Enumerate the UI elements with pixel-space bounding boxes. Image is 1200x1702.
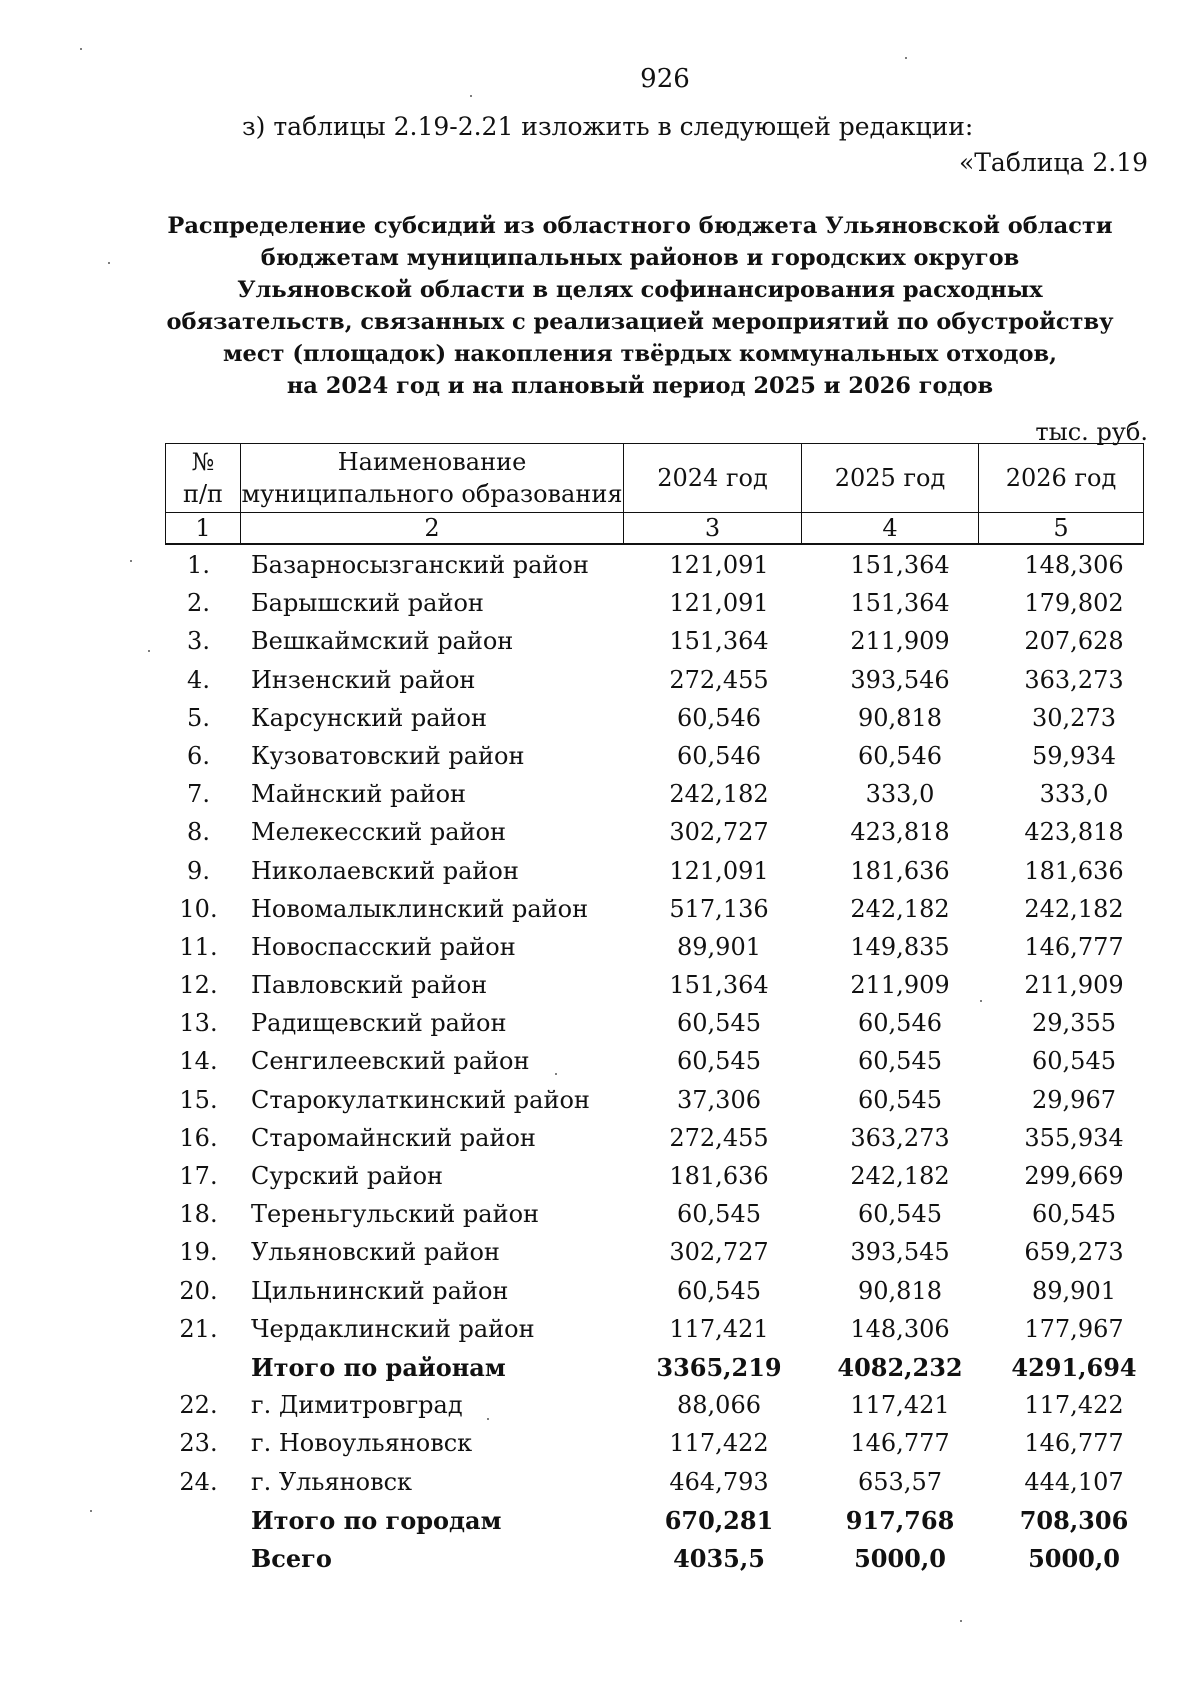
scan-speck [980,1000,982,1002]
value-2024: 60,545 [677,1047,761,1076]
value-2025: 181,636 [850,856,950,885]
value-2024: 181,636 [669,1162,769,1190]
row-number: 6. [187,741,210,770]
row-number: 2. [187,589,210,618]
scan-speck [148,650,150,652]
value-2025: 393,545 [850,1238,950,1267]
row-number: 23. [179,1429,218,1458]
row-name: Старокулаткинский район [251,1085,590,1114]
value-2024: 272,455 [669,665,769,694]
value-2025: 5000,0 [854,1543,946,1573]
value-2024: 272,455 [669,1123,769,1152]
row-number: 11. [179,932,218,961]
value-2024: 60,545 [677,1276,761,1305]
title-line: мест (площадок) накопления твёрдых коммунальных отходов, [222,341,1057,367]
row-number: 19. [179,1238,218,1267]
value-2024: 121,091 [669,589,769,618]
intro-text: з) таблицы 2.19-2.21 изложить в следующей редакции: [242,112,974,141]
value-2025: 4082,232 [837,1352,963,1382]
value-2024: 60,546 [677,703,761,732]
value-2026: 242,182 [1024,894,1124,923]
row-name: Сенгилеевский район [251,1047,530,1076]
scan-speck [905,57,907,59]
value-2025: 90,818 [858,703,942,732]
row-number: 7. [187,780,210,809]
table-row [0,589,1200,627]
row-number: 3. [187,627,210,656]
page-number: 926 [640,64,690,94]
table-row [0,1468,1200,1506]
row-number: 8. [187,818,210,847]
row-number: 13. [179,1009,218,1038]
row-name: Кузоватовский район [251,741,525,770]
row-name: Цильнинский район [251,1276,509,1305]
row-number: 20. [179,1276,218,1305]
table-label: «Таблица 2.19 [958,148,1148,177]
column-number: 3 [624,513,802,545]
column-number-row [166,513,1144,545]
value-2026: 181,636 [1024,856,1124,885]
table-row [0,933,1200,971]
table-row [0,742,1200,780]
value-2025: 151,364 [850,551,950,579]
row-number: 22. [179,1391,218,1420]
units-label: тыс. руб. [1035,418,1148,446]
value-2025: 393,546 [850,665,950,694]
value-2026: 146,777 [1024,932,1124,961]
scan-speck [80,48,82,50]
row-name: Карсунский район [251,703,487,732]
title-line: Распределение субсидий из областного бюджета Ульяновской области [167,213,1113,239]
value-2026: 29,355 [1032,1009,1116,1038]
value-2024: 88,066 [677,1391,761,1420]
table-row [0,1391,1200,1429]
value-2026: 363,273 [1024,665,1124,694]
table-row [0,1429,1200,1467]
table-row [0,1238,1200,1276]
document-title [160,210,1120,402]
column-number: 1 [166,513,241,545]
row-name: Новомалыклинский район [251,894,589,923]
value-2026: 444,107 [1024,1467,1124,1496]
table-total-row [0,1506,1200,1544]
value-2024: 670,281 [664,1505,774,1535]
value-2024: 89,901 [677,932,761,961]
header-2025: 2025 год [802,444,979,513]
value-2024: 151,364 [669,971,769,1000]
table-total-row [0,1544,1200,1582]
row-number: 5. [187,703,210,732]
row-number: 1. [187,551,210,579]
table-row [0,895,1200,933]
value-2026: 708,306 [1019,1505,1129,1535]
value-2026: 179,802 [1024,589,1124,618]
row-name: Чердаклинский район [251,1314,535,1343]
value-2025: 146,777 [850,1429,950,1458]
scan-speck [108,262,110,264]
header-2024: 2024 год [624,444,802,513]
value-2024: 60,545 [677,1200,761,1229]
value-2026: 146,777 [1024,1429,1124,1458]
row-name: Итого по районам [251,1352,506,1382]
table-row [0,666,1200,704]
row-name: Старомайнский район [251,1123,536,1152]
table-row [0,818,1200,856]
value-2026: 4291,694 [1011,1352,1137,1382]
value-2026: 177,967 [1024,1314,1124,1343]
value-2026: 60,545 [1032,1200,1116,1229]
value-2024: 4035,5 [673,1543,765,1573]
value-2024: 151,364 [669,627,769,656]
row-name: г. Новоульяновск [251,1429,473,1458]
value-2024: 121,091 [669,551,769,579]
table-row [0,1277,1200,1315]
value-2025: 211,909 [850,627,950,656]
row-number: 24. [179,1467,218,1496]
header-num-line2: п/п [182,480,224,508]
row-name: Мелекесский район [251,818,507,847]
value-2025: 60,546 [858,741,942,770]
row-name: Ульяновский район [251,1238,500,1267]
value-2025: 242,182 [850,894,950,923]
table-row [0,627,1200,665]
value-2026: 333,0 [1039,780,1109,809]
header-num-line1: № [191,448,215,476]
table-row [0,551,1200,589]
value-2025: 423,818 [850,818,950,847]
table-row [0,1124,1200,1162]
row-name: Сурский район [251,1162,444,1190]
value-2026: 117,422 [1024,1391,1124,1420]
header-row [166,444,1144,513]
column-number: 2 [241,513,624,545]
value-2024: 302,727 [669,818,769,847]
value-2025: 363,273 [850,1123,950,1152]
header-name [241,444,624,513]
header-num [166,444,241,513]
scan-speck [130,560,132,562]
table-body [0,551,1200,1582]
value-2026: 29,967 [1032,1085,1116,1114]
row-name: Тереньгульский район [251,1200,540,1229]
value-2026: 299,669 [1024,1162,1124,1190]
value-2024: 60,545 [677,1009,761,1038]
value-2025: 333,0 [865,780,935,809]
title-line: бюджетам муниципальных районов и городских округов [260,245,1020,271]
row-number: 15. [179,1085,218,1114]
row-name: Павловский район [251,971,488,1000]
value-2025: 60,546 [858,1009,942,1038]
value-2025: 60,545 [858,1047,942,1076]
value-2025: 60,545 [858,1200,942,1229]
row-number: 12. [179,971,218,1000]
value-2024: 302,727 [669,1238,769,1267]
table-row [0,1315,1200,1353]
scan-speck [470,95,472,97]
value-2025: 148,306 [850,1314,950,1343]
table-row [0,1047,1200,1085]
value-2025: 149,835 [850,932,950,961]
row-name: Майнский район [251,780,467,809]
table-row [0,780,1200,818]
value-2025: 211,909 [850,971,950,1000]
row-name: Базарносызганский район [251,551,589,579]
table-row [0,857,1200,895]
table-row [0,704,1200,742]
table-total-row [0,1353,1200,1391]
row-name: г. Димитровград [251,1391,463,1420]
header-name-line2: муниципального образования [241,480,623,508]
row-name: г. Ульяновск [251,1467,413,1496]
table-row [0,1162,1200,1200]
value-2024: 121,091 [669,856,769,885]
value-2026: 59,934 [1032,741,1116,770]
title-line: обязательств, связанных с реализацией мероприятий по обустройству [166,309,1114,335]
row-number: 16. [179,1123,218,1152]
value-2025: 917,768 [845,1505,955,1535]
row-name: Вешкаймский район [251,627,514,656]
value-2024: 242,182 [669,780,769,809]
table-row [0,1200,1200,1238]
row-number: 10. [179,894,218,923]
table-row [0,971,1200,1009]
row-name: Радищевский район [251,1009,507,1038]
row-name: Новоспасский район [251,932,516,961]
table-header [165,443,1144,545]
scan-speck [960,1620,962,1622]
value-2025: 60,545 [858,1085,942,1114]
row-number: 18. [179,1200,218,1229]
title-line: на 2024 год и на плановый период 2025 и 2026 годов [286,373,994,399]
value-2026: 355,934 [1024,1123,1124,1152]
value-2026: 89,901 [1032,1276,1116,1305]
row-number: 14. [179,1047,218,1076]
value-2024: 517,136 [669,894,769,923]
value-2025: 90,818 [858,1276,942,1305]
row-name: Итого по городам [251,1505,502,1535]
value-2026: 659,273 [1024,1238,1124,1267]
scan-speck [555,1073,557,1075]
column-number: 5 [979,513,1144,545]
row-number: 9. [187,856,210,885]
value-2025: 653,57 [858,1467,942,1496]
value-2026: 60,545 [1032,1047,1116,1076]
row-name: Всего [251,1543,332,1573]
column-number: 4 [802,513,979,545]
row-number: 21. [179,1314,218,1343]
row-name: Николаевский район [251,856,519,885]
scan-speck [487,1418,489,1420]
value-2026: 30,273 [1032,703,1116,732]
value-2024: 117,421 [669,1314,769,1343]
value-2026: 148,306 [1024,551,1124,579]
value-2026: 5000,0 [1028,1543,1120,1573]
value-2025: 151,364 [850,589,950,618]
scan-speck [90,1510,92,1512]
table-row [0,1009,1200,1047]
title-line: Ульяновской области в целях софинансирования расходных [237,277,1043,303]
row-number: 4. [187,665,210,694]
value-2026: 207,628 [1024,627,1124,656]
value-2025: 242,182 [850,1162,950,1190]
row-number: 17. [179,1162,218,1190]
value-2024: 37,306 [677,1085,761,1114]
value-2025: 117,421 [850,1391,950,1420]
row-name: Барышский район [251,589,484,618]
value-2024: 464,793 [669,1467,769,1496]
row-name: Инзенский район [251,665,476,694]
value-2024: 3365,219 [656,1352,782,1382]
value-2024: 60,546 [677,741,761,770]
header-name-line1: Наименование [337,448,527,476]
header-2026: 2026 год [979,444,1144,513]
value-2026: 211,909 [1024,971,1124,1000]
value-2024: 117,422 [669,1429,769,1458]
value-2026: 423,818 [1024,818,1124,847]
table-row [0,1086,1200,1124]
